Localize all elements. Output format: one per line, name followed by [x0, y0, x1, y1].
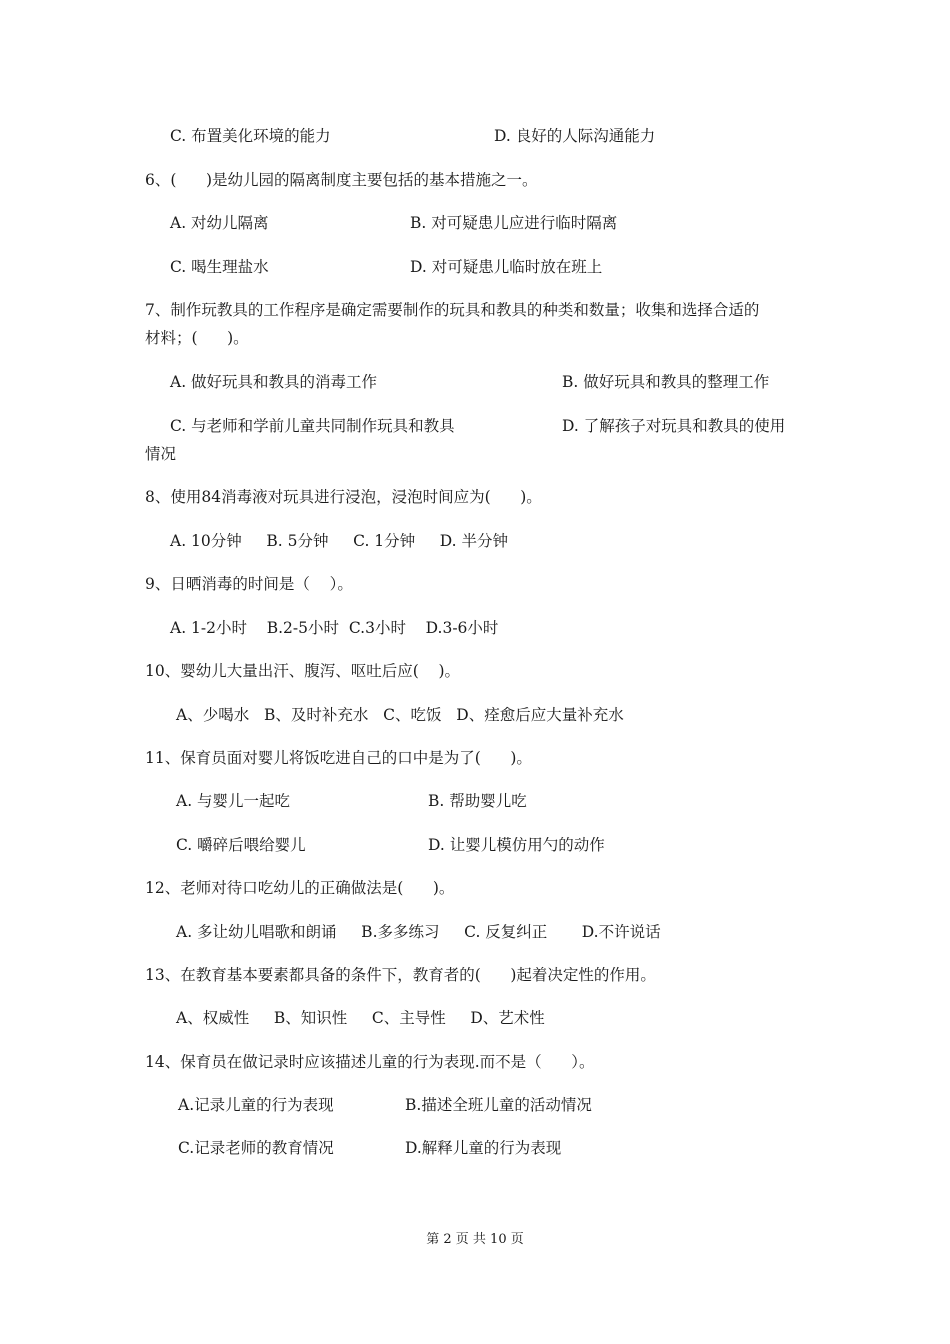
option-6c: C. 喝生理盐水	[170, 258, 269, 276]
question-14: 14、保育员在做记录时应该描述儿童的行为表现.而不是（ ）。	[145, 1053, 595, 1071]
options-10: A、少喝水 B、及时补充水 C、吃饭 D、痊愈后应大量补充水	[176, 706, 624, 724]
options-12: A. 多让幼儿唱歌和朗诵 B.多多练习 C. 反复纠正 D.不许说话	[176, 923, 661, 941]
question-11: 11、保育员面对婴儿将饭吃进自己的口中是为了( )。	[145, 749, 532, 767]
question-6: 6、( )是幼儿园的隔离制度主要包括的基本措施之一。	[145, 171, 538, 189]
options-13: A、权威性 B、知识性 C、主导性 D、艺术性	[176, 1009, 545, 1027]
option-7c: C. 与老师和学前儿童共同制作玩具和教具	[170, 417, 455, 435]
option-6a: A. 对幼儿隔离	[170, 214, 269, 232]
question-10: 10、婴幼儿大量出汗、腹泻、呕吐后应( )。	[145, 662, 461, 680]
option-14a: A.记录儿童的行为表现	[178, 1096, 334, 1114]
option-7a: A. 做好玩具和教具的消毒工作	[170, 373, 378, 391]
option-14b: B.描述全班儿童的活动情况	[405, 1096, 592, 1114]
option-6b: B. 对可疑患儿应进行临时隔离	[410, 214, 618, 232]
options-8: A. 10分钟 B. 5分钟 C. 1分钟 D. 半分钟	[170, 532, 509, 550]
option-7d: D. 了解孩子对玩具和教具的使用	[562, 417, 786, 435]
option-11b: B. 帮助婴儿吃	[428, 792, 527, 810]
option-7b: B. 做好玩具和教具的整理工作	[562, 373, 770, 391]
option-6d: D. 对可疑患儿临时放在班上	[410, 258, 603, 276]
page-number-footer: 第 2 页 共 10 页	[426, 1232, 524, 1247]
option-14d: D.解释儿童的行为表现	[405, 1139, 562, 1157]
option-5c: C. 布置美化环境的能力	[170, 127, 331, 145]
question-7: 7、制作玩教具的工作程序是确定需要制作的玩具和教具的种类和数量；收集和选择合适的	[145, 301, 760, 319]
question-13: 13、在教育基本要素都具备的条件下，教育者的( )起着决定性的作用。	[145, 966, 656, 984]
option-5d: D. 良好的人际沟通能力	[494, 127, 656, 145]
option-14c: C.记录老师的教育情况	[178, 1139, 334, 1157]
option-11c: C. 嚼碎后喂给婴儿	[176, 836, 306, 854]
question-7-cont: 材料；( )。	[145, 329, 249, 347]
option-11a: A. 与婴儿一起吃	[176, 792, 291, 810]
question-8: 8、使用84消毒液对玩具进行浸泡，浸泡时间应为( )。	[145, 488, 542, 506]
question-9: 9、日晒消毒的时间是（ ）。	[145, 575, 353, 593]
option-11d: D. 让婴儿模仿用勺的动作	[428, 836, 605, 854]
options-9: A. 1-2小时 B.2-5小时 C.3小时 D.3-6小时	[170, 619, 499, 637]
option-7d-cont: 情况	[145, 445, 177, 463]
question-12: 12、老师对待口吃幼儿的正确做法是( )。	[145, 879, 455, 897]
